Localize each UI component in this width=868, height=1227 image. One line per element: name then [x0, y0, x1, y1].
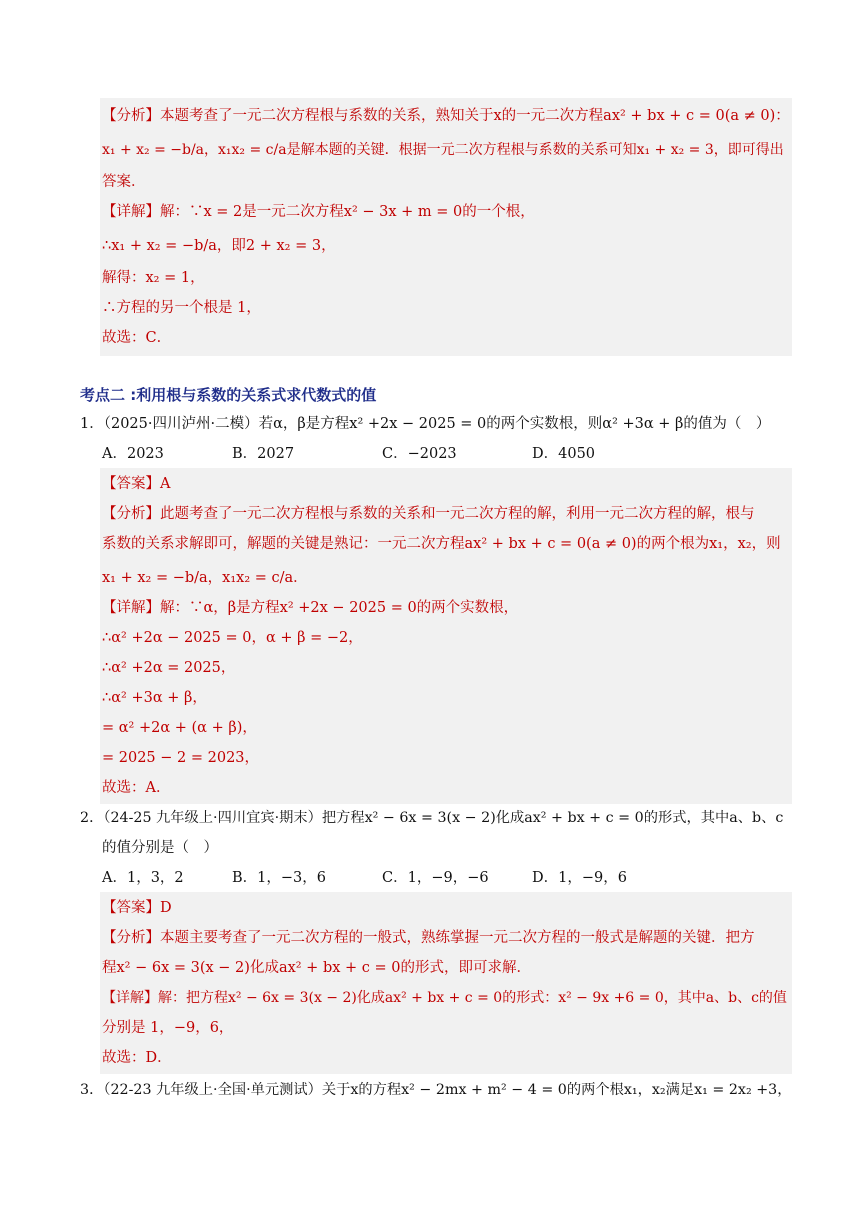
q2-option-c: C．1，−9，−6: [382, 870, 489, 886]
q1-option-c: C．−2023: [382, 446, 457, 462]
question-1-stem: 1．（2025·四川泸州·二模）若α，β是方程x² +2x − 2025 = 0的两个实数根，则α² +3α + β的值为（ ）: [80, 416, 771, 432]
q2-option-b: B．1，−3，6: [232, 870, 326, 886]
q1-option-b: B．2027: [232, 446, 295, 462]
q2-option-a: A．1，3，2: [102, 870, 184, 886]
analysis-line: 【分析】本题主要考查了一元二次方程的一般式，熟练掌握一元二次方程的一般式是解题的关键．把方: [102, 930, 755, 946]
detail-line: 故选：C．: [102, 330, 172, 346]
analysis-line: 【分析】此题考查了一元二次方程根与系数的关系和一元二次方程的解，利用一元二次方程的解，根与: [102, 506, 755, 522]
detail-line: 【详解】解：把方程x² − 6x = 3(x − 2)化成ax² + bx + c = 0的形式：x² − 9x +6 = 0，其中a、b、c的值: [102, 990, 787, 1006]
question-2-stem-cont: 的值分别是（ ）: [102, 840, 218, 856]
detail-line: 【详解】解：∵α，β是方程x² +2x − 2025 = 0的两个实数根，: [102, 600, 519, 616]
detail-line: 故选：D．: [102, 1050, 172, 1066]
q1-option-a: A．2023: [102, 446, 164, 462]
analysis-line: 【分析】本题考查了一元二次方程根与系数的关系，熟知关于x的一元二次方程ax² + bx + c = 0(a ≠ 0)：: [102, 108, 790, 124]
detail-line: 分别是 1，−9，6，: [102, 1020, 234, 1036]
detail-line: = 2025 − 2 = 2023，: [102, 750, 260, 766]
analysis-line: 系数的关系求解即可，解题的关键是熟记：一元二次方程ax² + bx + c = 0(a ≠ 0)的两个根为x₁，x₂，则: [102, 536, 781, 552]
detail-line: = α² +2α + (α + β)，: [102, 720, 257, 736]
analysis-line: x₁ + x₂ = −b/a，x₁x₂ = c/a．: [102, 570, 308, 586]
analysis-line: 程x² − 6x = 3(x − 2)化成ax² + bx + c = 0的形式，即可求解．: [102, 960, 531, 976]
analysis-line: 答案．: [102, 174, 146, 190]
detail-line: ∴α² +2α − 2025 = 0，α + β = −2，: [102, 630, 363, 646]
detail-line: ∴α² +2α = 2025，: [102, 660, 236, 676]
detail-line: ∴方程的另一个根是 1，: [102, 300, 261, 316]
question-3-stem: 3．（22-23 九年级上·全国·单元测试）关于x的方程x² − 2mx + m² − 4 = 0的两个根x₁，x₂满足x₁ = 2x₂ +3，: [80, 1082, 792, 1098]
answer-line: 【答案】D: [102, 900, 172, 916]
detail-line: 解得：x₂ = 1，: [102, 270, 205, 286]
question-2-stem: 2．（24-25 九年级上·四川宜宾·期末）把方程x² − 6x = 3(x − 2)化成ax² + bx + c = 0的形式，其中a、b、c: [80, 810, 784, 826]
detail-line: 【详解】解：∵x = 2是一元二次方程x² − 3x + m = 0的一个根，: [102, 204, 535, 220]
detail-line: ∴α² +3α + β，: [102, 690, 207, 706]
section-heading: 考点二 :利用根与系数的关系式求代数式的值: [80, 386, 377, 404]
analysis-line: x₁ + x₂ = −b/a，x₁x₂ = c/a是解本题的关键．根据一元二次方程根与系数的关系可知x₁ + x₂ = 3，即可得出: [102, 142, 784, 158]
answer-line: 【答案】A: [102, 476, 171, 492]
q2-option-d: D．1，−9，6: [532, 870, 627, 886]
detail-line: ∴x₁ + x₂ = −b/a，即2 + x₂ = 3，: [102, 238, 336, 254]
detail-line: 故选：A．: [102, 780, 171, 796]
solution-block-q2: [100, 892, 792, 1074]
q1-option-d: D．4050: [532, 446, 596, 462]
